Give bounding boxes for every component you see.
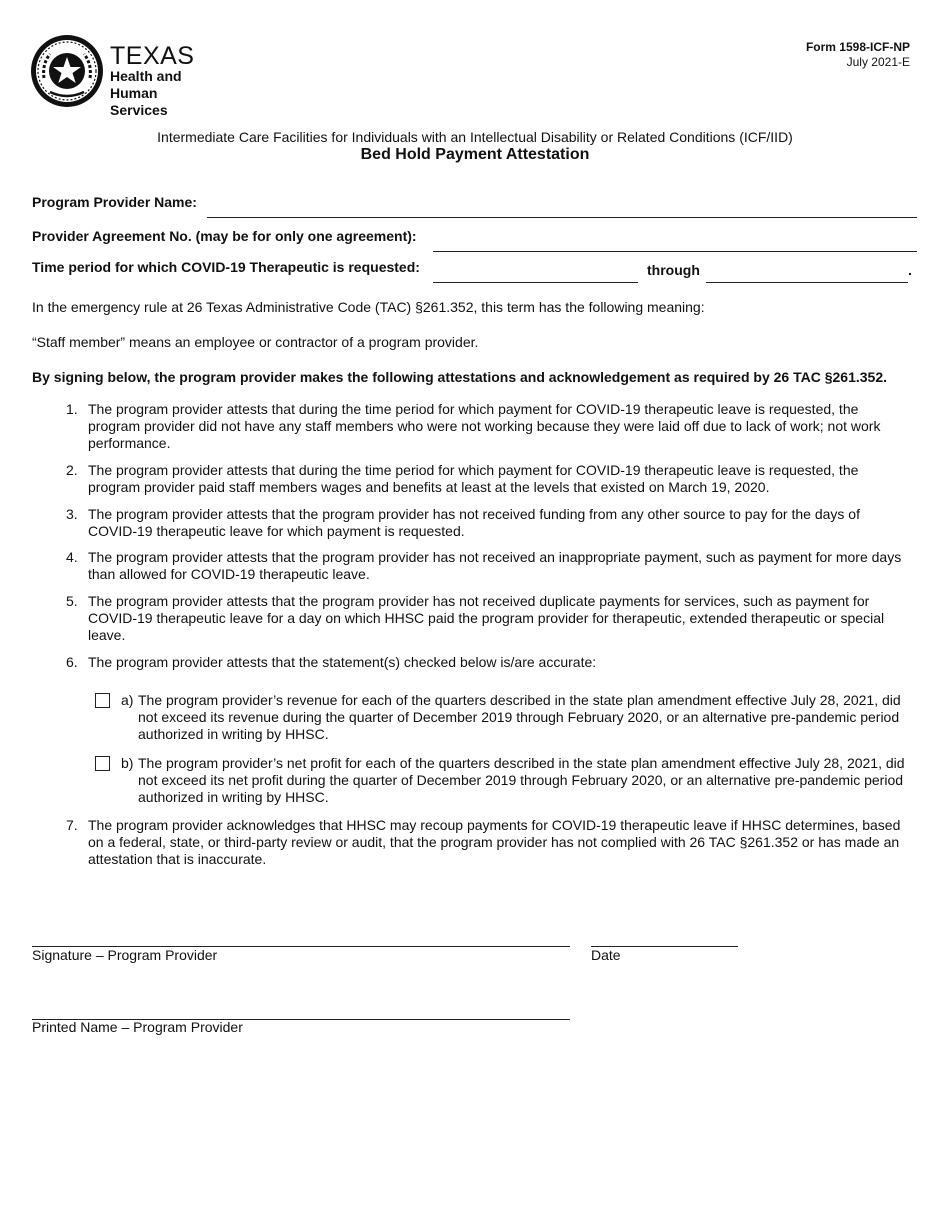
form-number: Form 1598-ICF-NP xyxy=(805,40,910,54)
sub-item-text: The program provider’s revenue for each of the quarters described in the state plan amendment effective July 28, 2021, did not exceed its revenue during the quarter of December 2019 through February 2020, or an alternative pre-pandemic period authorized in writing by HHSC. xyxy=(138,692,901,742)
definition-paragraph: “Staff member” means an employee or contractor of a program provider. xyxy=(32,334,479,350)
sub-item-text: The program provider’s net profit for each of the quarters described in the state plan amendment effective July 28, 2021, did not exceed its net profit during the quarter of December 2019 through February 2020, or an alternative pre-pandemic period authorized in writing by HHSC. xyxy=(138,755,905,805)
date-field[interactable] xyxy=(591,920,738,946)
intro-paragraph: In the emergency rule at 26 Texas Administrative Code (TAC) §261.352, this term has the following meaning: xyxy=(32,299,705,315)
provider-name-field[interactable] xyxy=(207,196,917,216)
sub-item-letter: b) xyxy=(121,755,134,771)
checkbox-statement-b xyxy=(95,755,910,806)
attestation-item xyxy=(32,817,908,868)
attestation-text: The program provider attests that during the time period for which payment for COVID-19 therapeutic leave is requested, the program provider paid staff members wages and benefits at least at the levels that existed on March 19, 2020. xyxy=(88,462,859,495)
printed-name-field[interactable] xyxy=(32,993,570,1019)
period-start-underline xyxy=(433,282,638,283)
provider-name-underline xyxy=(207,217,917,218)
agreement-number-underline xyxy=(433,251,917,252)
attestation-text: The program provider attests that the program provider has not received duplicate payments for services, such as payment for COVID-19 therapeutic leave for a day on which HHSC paid the program provider for therapeutic, extended therapeutic or special leave. xyxy=(88,593,885,643)
agreement-number-field[interactable] xyxy=(433,230,917,250)
date-label: Date xyxy=(591,947,621,963)
through-label: through xyxy=(647,262,700,278)
period-end-underline xyxy=(706,282,908,283)
provider-name-label: Program Provider Name: xyxy=(32,194,197,210)
checkbox-b[interactable] xyxy=(95,756,110,771)
logo-agency-line1: Health and Human xyxy=(110,68,182,101)
attestation-item xyxy=(32,401,908,452)
attestation-item xyxy=(32,462,908,496)
form-date: July 2021-E xyxy=(846,55,910,69)
attestation-item xyxy=(32,654,908,671)
period-end-punctuation: . xyxy=(908,262,912,278)
time-period-label: Time period for which COVID-19 Therapeutic is requested: xyxy=(32,259,420,275)
attestation-text: The program provider acknowledges that HHSC may recoup payments for COVID-19 therapeutic leave if HHSC determines, based on a federal, state, or third-party review or audit, that the program provider has not complied with 26 TAC §261.352 or has made an attestation that is inaccurate. xyxy=(88,817,901,867)
hhs-logo xyxy=(30,34,230,118)
signature-field[interactable] xyxy=(32,920,570,946)
printed-name-label: Printed Name – Program Provider xyxy=(32,1019,243,1035)
checkbox-a[interactable] xyxy=(95,693,110,708)
checkbox-statement-a xyxy=(95,692,910,743)
sub-item-letter: a) xyxy=(121,692,134,708)
attestation-text: The program provider attests that the statement(s) checked below is/are accurate: xyxy=(88,654,597,670)
attestation-item xyxy=(32,593,908,644)
attestation-item xyxy=(32,506,908,540)
logo-agency-line2: Services xyxy=(110,102,168,118)
attestation-number: 6. xyxy=(66,654,78,670)
attestation-item xyxy=(32,549,908,583)
form-number-block xyxy=(806,40,910,70)
logo-texas-text: TEXAS xyxy=(110,42,195,70)
attestation-number: 1. xyxy=(66,401,78,417)
attestation-number: 3. xyxy=(66,506,78,522)
signature-label: Signature – Program Provider xyxy=(32,947,218,963)
attestation-text: The program provider attests that the program provider has not received an inappropriate payment, such as payment for more days than allowed for COVID-19 therapeutic leave. xyxy=(88,549,902,582)
attestation-number: 2. xyxy=(66,462,78,478)
texas-seal-icon xyxy=(30,34,104,108)
period-end-field[interactable] xyxy=(706,262,908,282)
attestation-text: The program provider attests that the program provider has not received funding from any other source to pay for the days of COVID-19 therapeutic leave for which payment is requested. xyxy=(88,506,860,539)
form-subtitle: Intermediate Care Facilities for Individuals with an Intellectual Disability or Related Conditions (ICF/IID) xyxy=(157,129,793,145)
attestation-number: 4. xyxy=(66,549,78,565)
period-start-field[interactable] xyxy=(433,262,638,282)
attestation-text: The program provider attests that during the time period for which payment for COVID-19 therapeutic leave is requested, the program provider did not have any staff members who were not working because they were laid off due to lack of work; not work performance. xyxy=(88,401,881,451)
attestation-number: 5. xyxy=(66,593,78,609)
form-title: Bed Hold Payment Attestation xyxy=(360,146,590,163)
attestation-number: 7. xyxy=(66,817,78,833)
signing-statement: By signing below, the program provider makes the following attestations and acknowledgement as required by 26 TAC §261.352. xyxy=(32,369,887,385)
agreement-number-label: Provider Agreement No. (may be for only one agreement): xyxy=(32,228,417,244)
